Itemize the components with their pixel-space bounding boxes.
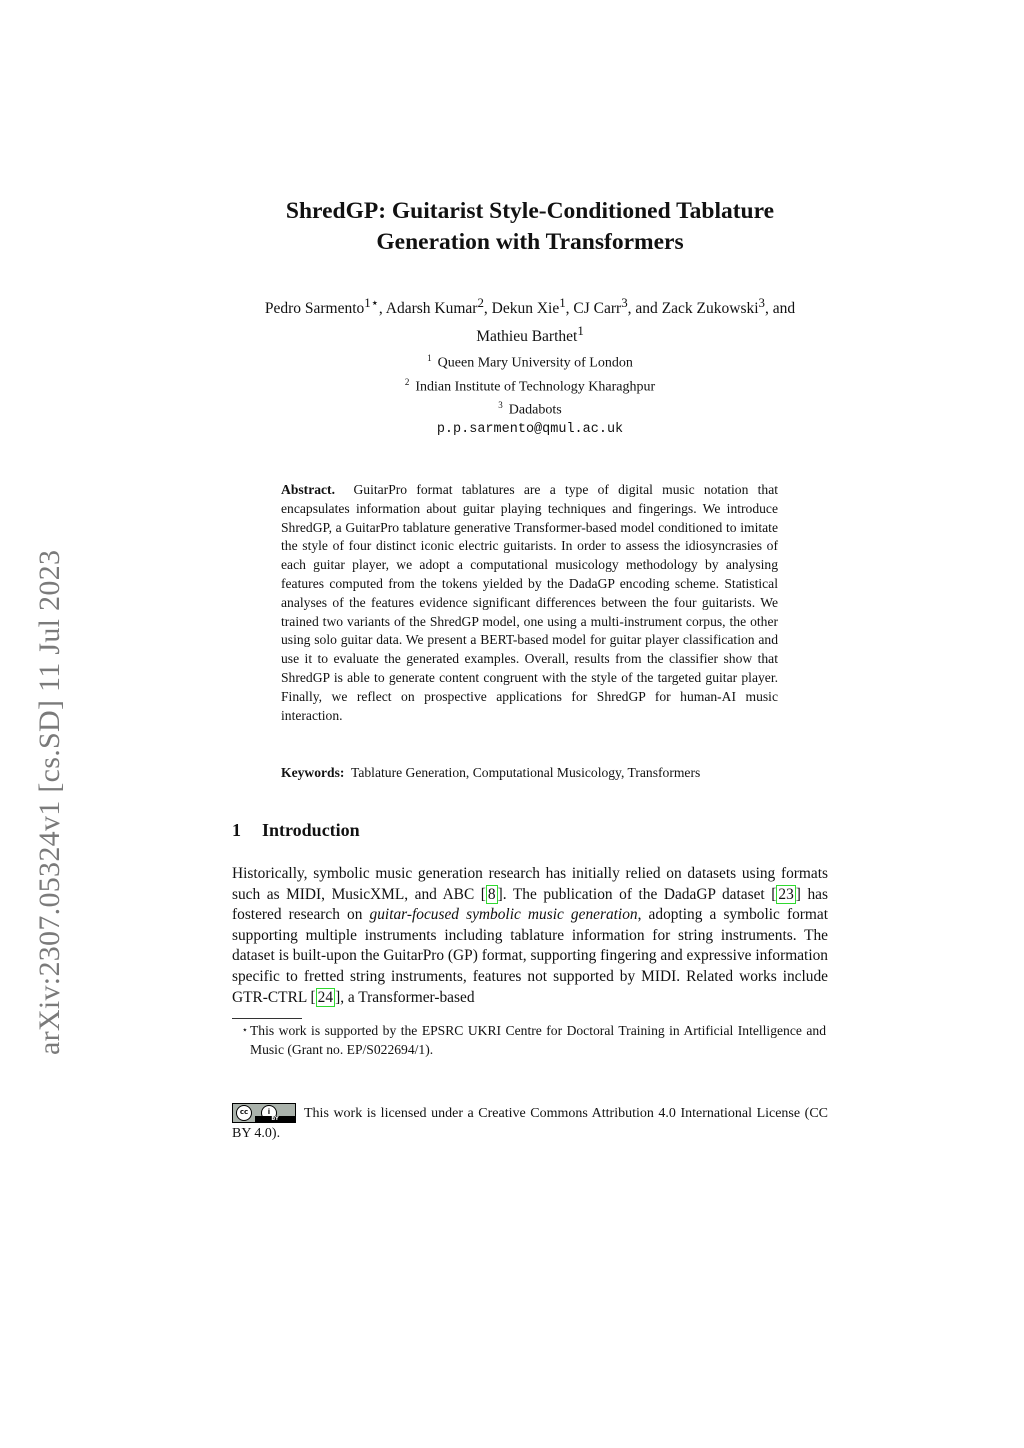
citation-link[interactable]: 8	[487, 885, 496, 903]
intro-paragraph: Historically, symbolic music generation research has initially relied on datasets using formats such as MIDI, MusicXML, and ABC [ 8 ]. The publication of the DadaGP dataset [ 23 ] has fostered research on guitar-focused symbolic music generation, adopting a symbolic format supporting multiple instruments including tablature information for string instruments. The dataset is built-upon the GuitarPro (GP) format, supporting fingering and expressive information specific to fretted string instruments, features not supported by MIDI. Related works include GTR-CTRL [ 24 ], a Transformer-based	[232, 865, 828, 1006]
affiliation	[232, 373, 828, 397]
by-label: BY	[255, 1116, 295, 1122]
citation-link[interactable]: 24	[317, 988, 334, 1006]
affiliation	[232, 396, 828, 420]
section-heading	[232, 818, 828, 842]
affiliation-name: Indian Institute of Technology Kharaghpur	[415, 379, 656, 395]
affiliation-number: 2	[404, 376, 410, 387]
footnote-text: This work is supported by the EPSRC UKRI Centre for Doctoral Training in Artificial Intelligence and Music (Grant no. EP/S022694/1).	[250, 1023, 826, 1057]
affiliation-number: 3	[498, 400, 503, 411]
intro-text: has fostered research on	[232, 885, 828, 924]
paper-title	[232, 196, 828, 258]
footnote-mark: ⋆	[241, 1025, 248, 1036]
author-name: Zack Zukowski	[661, 300, 759, 318]
author-name: CJ Carr	[573, 300, 622, 318]
keywords	[281, 763, 778, 782]
arxiv-identifier: arXiv:2307.05324v1 [cs.SD] 11 Jul 2023	[33, 549, 66, 1055]
affiliation-name: Dadabots	[508, 402, 562, 418]
intro-text: . The publication of the DadaGP dataset	[502, 885, 772, 903]
author-name: Adarsh Kumar	[385, 300, 478, 318]
author-name: Mathieu Barthet	[476, 328, 578, 346]
author-name: Pedro Sarmento	[264, 300, 365, 318]
author-conjunction: , and	[765, 300, 796, 318]
section-title: Introduction	[262, 820, 360, 840]
title-line-2: Generation with Transformers	[376, 229, 684, 255]
author-affil-mark: 3	[621, 295, 628, 310]
footnote	[232, 1022, 828, 1059]
abstract-text: GuitarPro format tablatures are a type of digital music notation that encapsulates information about guitar playing techniques and fingerings. We introduce ShredGP, a GuitarPro tablature generative Transformer-based model conditioned to imitate the style of four distinct iconic electric guitarists. In order to assess the idiosyncrasies of each guitar player, we adopt a computational musicology methodology by analysing features computed from the tokens yielded by the DadaGP encoding scheme. Statistical analyses of the features evidence significant differences between the four guitarists. We trained two variants of the ShredGP model, one using a multi-instrument corpus, the other using solo guitar data. We present a BERT-based model for guitar player classification and use it to evaluate the generated examples. Overall, results from the classifier show that ShredGP is able to generate content congruent with the style of the targeted guitar player. Finally, we reflect on prospective applications for ShredGP for human-AI music interaction.	[281, 482, 779, 723]
section-number: 1	[232, 820, 241, 840]
author-affil-mark: 1	[559, 295, 566, 310]
cc-icon: cc	[236, 1105, 252, 1121]
citation-link[interactable]: 23	[778, 885, 794, 903]
intro-text: , adopting a symbolic format supporting multiple instruments including tablature information for string instruments. The dataset is built-upon the GuitarPro (GP) format, supporting fingering and expressive information specific to fretted string instruments, features not supported by MIDI. Related works include GTR-CTRL	[232, 906, 828, 1006]
keywords-text: Tablature Generation, Computational Musicology, Transformers	[351, 765, 701, 780]
affiliations	[232, 349, 828, 439]
license-text: This work is licensed under a Creative Commons Attribution 4.0 International License (CC BY 4.0).	[232, 1106, 828, 1141]
keywords-label: Keywords:	[281, 765, 345, 780]
affiliation-name: Queen Mary University of London	[437, 355, 633, 371]
affiliation-number: 1	[427, 353, 432, 363]
contact-email[interactable]: p.p.sarmento@qmul.ac.uk	[436, 421, 624, 437]
author-name: Dekun Xie	[491, 300, 560, 318]
intro-text: Historically, symbolic music generation research has initially relied on datasets using formats such as MIDI, MusicXML, and ABC	[232, 865, 828, 903]
affiliation	[232, 349, 828, 373]
footnote-divider	[232, 1018, 302, 1019]
author-affil-mark: 2	[477, 295, 484, 310]
author-affil-mark: 3	[758, 295, 765, 310]
author-affil-mark: 1	[577, 323, 584, 339]
author-affil-mark: 1⋆	[364, 295, 379, 310]
attribution-icon: i	[261, 1105, 277, 1121]
abstract	[281, 481, 778, 725]
emphasis-text: guitar-focused symbolic music generation	[369, 906, 638, 924]
title-line-1: ShredGP: Guitarist Style-Conditioned Tablature	[285, 198, 775, 224]
intro-text: , a Transformer-based	[340, 988, 475, 1006]
author-list: Pedro Sarmento$^{1⋆}$, Adarsh Kumar$^2$, Dekun Xie$^1$, CJ Carr$^3$, and Zack Zukowski$^3$, and Mathieu Barthet$^1$	[264, 295, 796, 346]
abstract-label: Abstract.	[281, 482, 335, 497]
